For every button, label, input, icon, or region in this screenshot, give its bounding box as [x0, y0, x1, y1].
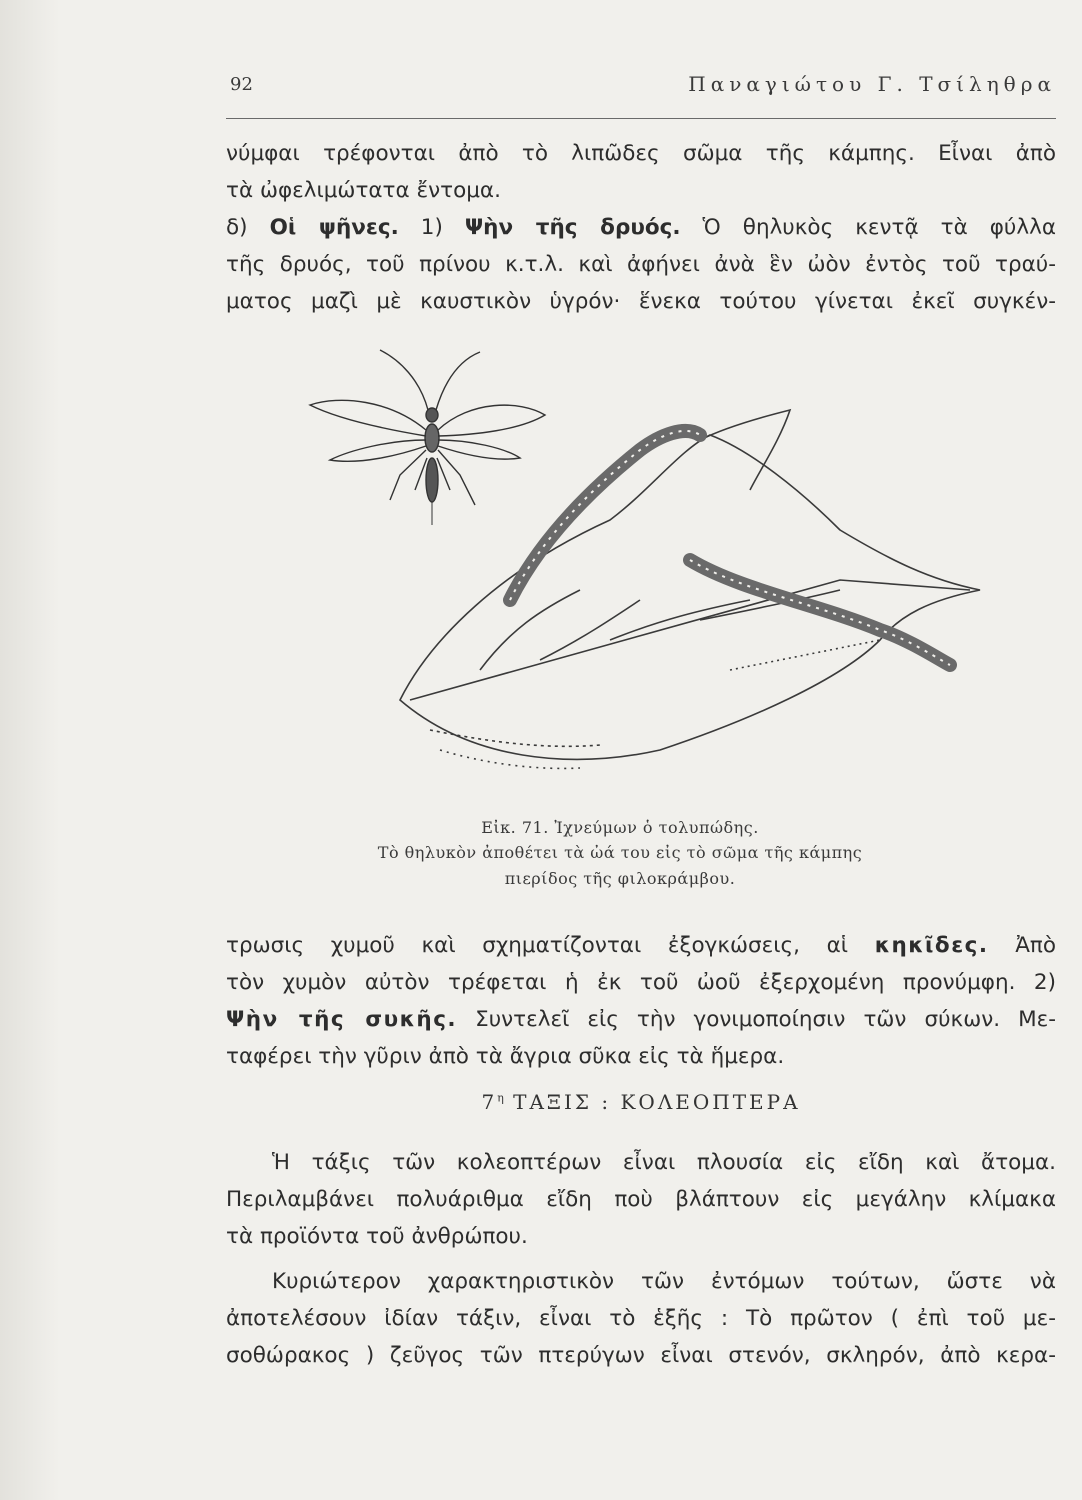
text-block-middle [226, 927, 1056, 1075]
list-number: 1) [398, 215, 465, 240]
term-galls: κηκῖδες. [874, 933, 989, 958]
page-header [226, 70, 1056, 110]
text-line: Ἡ τάξις τῶν κολεοπτέρων εἶναι πλουσία εἰς εἴδη καὶ ἄτομα. [272, 1150, 1056, 1175]
text-line: τὰ προϊόντα τοῦ ἀνθρώπου. [226, 1224, 528, 1249]
text-line [226, 209, 1056, 246]
section-number-suffix: η [497, 1091, 504, 1105]
insect-illustration [280, 340, 1000, 800]
text-line: σοθώρακος ) ζεῦγος τῶν πτερύγων εἶναι στενόν, σκληρόν, ἀπὸ κερα- [226, 1343, 1056, 1368]
text-run: Συντελεῖ εἰς τὴν γονιμοποίησιν τῶν σύκων. Με- [457, 1007, 1056, 1032]
leaf-drawing [400, 410, 980, 768]
text-line: Περιλαμβάνει πολυάριθμα εἴδη ποὺ βλάπτουν εἰς μεγάλην κλίμακα [226, 1187, 1056, 1212]
text-line: ἀποτελέσουν ἰδίαν τάξιν, εἶναι τὸ ἑξῆς : Τὸ πρῶτον ( ἐπὶ τοῦ με- [226, 1306, 1056, 1331]
section-title: ΤΑΞΙΣ : ΚΟΛΕΟΠΤΕΡΑ [503, 1090, 801, 1114]
figure-caption-line: Τὸ θηλυκὸν ἀποθέτει τὰ ὠά του εἰς τὸ σῶμα τῆς κάμπης [377, 843, 863, 862]
section-heading [226, 1090, 1056, 1114]
text-block-bottom [226, 1144, 1056, 1374]
figure-caption-title: Εἰκ. 71. Ἰχνεύμων ὁ τολυπώδης. [481, 818, 759, 837]
subheading-wasps: Οἱ ψῆνες. [269, 215, 399, 240]
text-line: τὰ ὠφελιμώτατα ἔντομα. [226, 178, 501, 203]
section-number: 7 [481, 1090, 498, 1114]
page-margin-shadow [0, 0, 60, 1500]
figure-caption-line: πιερίδος τῆς φιλοκράμβου. [504, 869, 736, 888]
text-line: ταφέρει τὴν γῦριν ἀπὸ τὰ ἄγρια σῦκα εἰς τὰ ἥμερα. [226, 1044, 785, 1069]
text-line: Κυριώτερον χαρακτηριστικὸν τῶν ἐντόμων τούτων, ὥστε νὰ [272, 1269, 1056, 1294]
caterpillar-upper [510, 431, 700, 600]
wasp-drawing [310, 350, 545, 525]
page-number: 92 [230, 74, 253, 95]
text-block-top [226, 135, 1056, 320]
text-line: τῆς δρυός, τοῦ πρίνου κ.τ.λ. καὶ ἀφήνει ἀνὰ ἓν ὠὸν ἐντὸς τοῦ τραύ- [226, 252, 1056, 277]
text-run: Ἀπὸ [988, 933, 1057, 958]
species-name-fig-wasp: Ψὴν τῆς συκῆς. [226, 1007, 458, 1032]
text-line [226, 927, 1056, 964]
text-run: τρωσις χυμοῦ καὶ σχηματίζονται ἐξογκώσεις, αἱ [226, 933, 875, 958]
text-line [226, 1001, 1056, 1038]
caterpillar-lower [690, 560, 950, 665]
text-line: νύμφαι τρέφονται ἀπὸ τὸ λιπῶδες σῶμα τῆς κάμπης. Εἶναι ἀπὸ [226, 141, 1056, 166]
text-line: ματος μαζὶ μὲ καυστικὸν ὑγρόν· ἕνεκα τούτου γίνεται ἐκεῖ συγκέν- [226, 289, 1056, 314]
text-run: Ὁ θηλυκὸς κεντᾷ τὰ φύλλα [680, 215, 1056, 240]
species-name-oak-wasp: Ψὴν τῆς δρυός. [464, 215, 681, 240]
list-marker: δ) [226, 215, 270, 240]
header-rule [226, 118, 1056, 119]
running-head: Παναγιώτου Γ. Τσίληθρα [688, 72, 1056, 96]
text-line: τὸν χυμὸν αὐτὸν τρέφεται ἡ ἐκ τοῦ ὠοῦ ἐξερχομένη προνύμφη. 2) [226, 970, 1056, 995]
